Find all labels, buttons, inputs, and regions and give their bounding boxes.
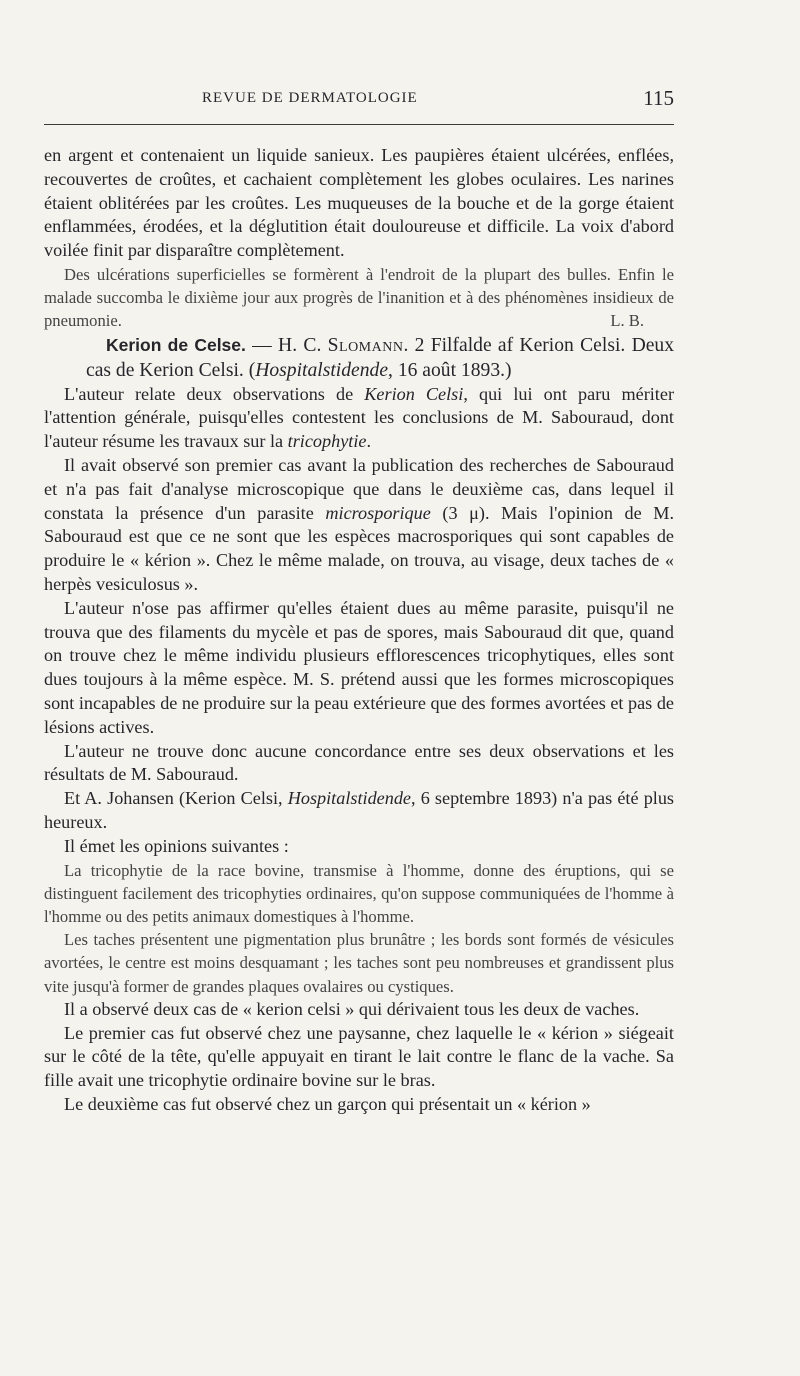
- italic-run: Hospitalstidende: [287, 788, 411, 809]
- author-initial: H. C.: [278, 334, 328, 356]
- article-date: , 16 août 1893.): [388, 359, 512, 381]
- page-body: [44, 144, 674, 1117]
- body-paragraph-9: Il a observé deux cas de « kerion celsi » qui dérivaient tous les deux de vaches.: [64, 998, 640, 1019]
- carryover-text: Des ulcérations superficielles se formèrent à l'endroit de la plupart des bulles. Enfin le malade succomba le dixième jour aux progrès de l'inanition et à des phénomènes insidieux de pneumonie.: [44, 264, 674, 331]
- text-run: (3 μ). Mais l'opinion de M. Sabouraud est que ce ne sont que les espèces macrosporiques qui sont capables de produire le « kérion ». Chez le même malade, on trouva, au visage, deux taches de « herpès vesiculosus ».: [44, 502, 675, 594]
- running-title: REVUE DE DERMATOLOGIE: [202, 90, 418, 106]
- journal-name: Hospitalstidende: [255, 359, 389, 381]
- body-paragraph-8: Les taches présentent une pigmentation plus brunâtre ; les bords sont formés de vésicules avortées, le centre est moins desquamant ; les taches sont peu nombreuses et grandissent plus vite jusqu'à former de grandes plaques ovalaires ou cystiques.: [44, 930, 674, 996]
- italic-run: microsporique: [325, 502, 431, 523]
- text-run: Et A. Johansen (Kerion Celsi,: [64, 788, 288, 809]
- article-title: . 2 Filfalde af Kerion Celsi. Deux cas de Kerion Celsi. (: [86, 334, 675, 381]
- signoff: L. B.: [610, 311, 644, 331]
- carryover-paragraph: en argent et contenaient un liquide sanieux. Les paupières étaient ulcérées, enflées, recouvertes de croûtes, et cachaient complètement les globes oculaires. Les narines étaient oblitérées par les croûtes. Les muqueuses de la bouche et de la gorge étaient enflammées, érodées, et la déglutition était douloureuse et difficile. La voix d'abord voilée finit par disparaître complètement.: [44, 145, 674, 261]
- page-number: 115: [643, 86, 674, 110]
- body-paragraph-3: L'auteur n'ose pas affirmer qu'elles étaient dues au même parasite, puisqu'il ne trouva que des filaments du mycèle et pas de spores, mais Sabouraud dit que, quand on trouve chez le même individu plusieurs efflorescences tricophytiques, elles sont dues toujours à la même espèce. M. S. prétend aussi que les formes microscopiques sont incapables de ne produire sur la peau extérieure que des formes avortées et pas de lésions actives.: [44, 597, 674, 737]
- text-run: Il avait observé son premier cas avant la publication des recherches de Sabouraud et n'a pas fait d'analyse microscopique que dans le deuxième cas, dans lequel il constata la présence d'un parasite: [44, 454, 674, 523]
- body-paragraph-2: [44, 454, 674, 597]
- article-heading: [44, 333, 674, 383]
- body-paragraph-10: Le premier cas fut observé chez une paysanne, chez laquelle le « kérion » siégeait sur le côté de la tête, qu'elle appuyait en tirant le lait contre le flanc de la vache. Sa fille avait une tricophytie ordinaire bovine sur le bras.: [44, 1022, 674, 1091]
- body-paragraph-7: La tricophytie de la race bovine, transmise à l'homme, donne des éruptions, qui se distinguent facilement des tricophyties ordinaires, qu'on suppose communiquées de l'homme à l'homme ou des petits animaux domestiques à l'homme.: [44, 860, 674, 926]
- text-run: , qui lui ont paru mériter l'attention générale, puisqu'elles contestent les conclusions de M. Sabouraud, dont l'auteur résume les travaux sur la: [44, 383, 674, 452]
- italic-run: tricophytie: [287, 431, 367, 452]
- body-paragraph-6: Il émet les opinions suivantes :: [64, 835, 289, 856]
- article-dash: —: [245, 334, 279, 356]
- text-run: , 6 septembre 1893) n'a pas été plus heureux.: [44, 788, 675, 832]
- text-run: .: [366, 431, 372, 452]
- header-rule: [44, 124, 674, 125]
- article-label: Kerion de Celse.: [106, 334, 246, 355]
- body-paragraph-5: [44, 787, 674, 835]
- body-paragraph-11: Le deuxième cas fut observé chez un garçon qui présentait un « kérion »: [64, 1093, 591, 1114]
- carryover-paragraph-2: [44, 263, 674, 333]
- italic-run: Kerion Celsi: [364, 383, 464, 404]
- author-name: Slomann: [327, 334, 404, 356]
- body-paragraph-4: L'auteur ne trouve donc aucune concordance entre ses deux observations et les résultats de M. Sabouraud.: [44, 740, 674, 785]
- body-paragraph-1: [44, 383, 674, 454]
- text-run: L'auteur relate deux observations de: [64, 383, 365, 404]
